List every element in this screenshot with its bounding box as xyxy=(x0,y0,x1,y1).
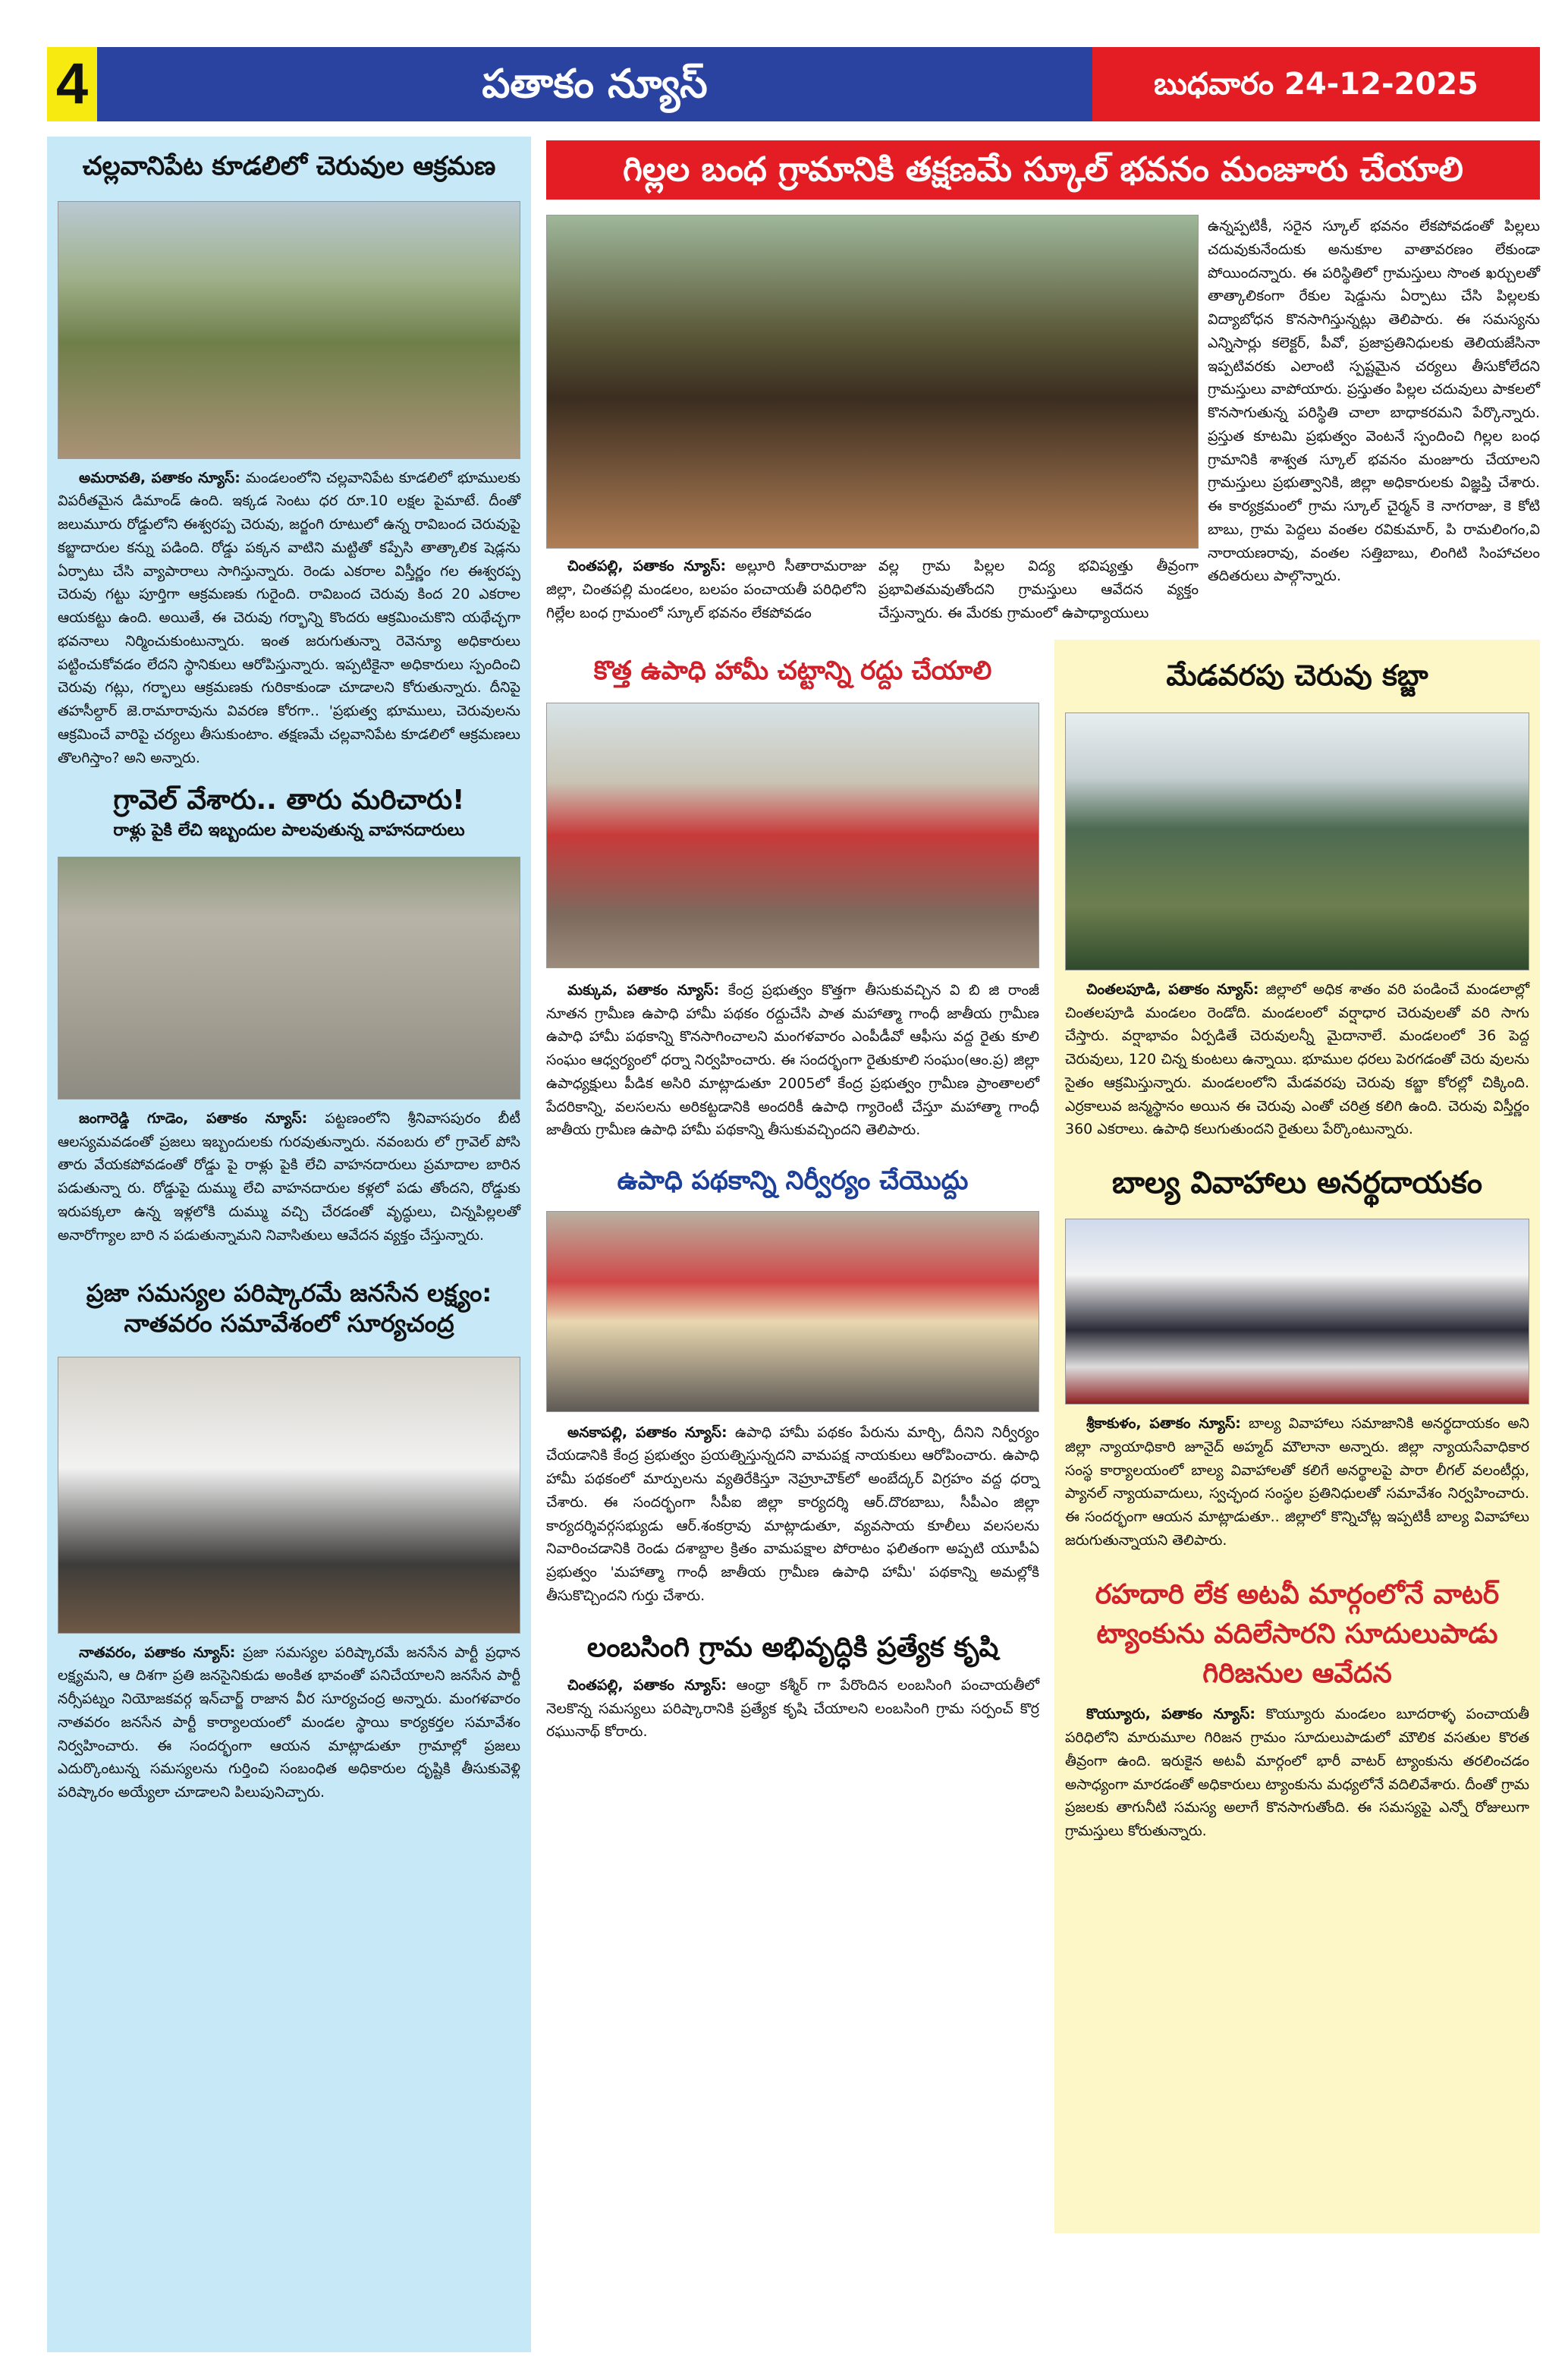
article-dont-weaken-scheme: అనకాపల్లి, పతాకం న్యూస్: ఉపాధి హామీ పథకం పేరును మార్చి, దీనిని నిర్వీర్యం చేయడానికి కేంద్ర ప్రభుత్వం ప్రయత్నిస్తున్నదని వామపక్ష నాయకులు ఆరోపించారు. ఉపాధి హామీ పథకంలో మార్పులను వ్యతిరేకిస్తూ నెహ్రూచౌక్‌లో అంబేద్కర్ విగ్రహం వద్ద ధర్నా చేశారు. ఈ సందర్భంగా సీపీఐ జిల్లా కార్యదర్శి ఆర్.దొరబాబు, సీపీఎం జిల్లా కార్యదర్శివర్గసభ్యుడు ఆర్.శంకర్రావు మాట్లాడుతూ, వ్యవసాయ కూలీలు వలసలను నివారించడానికి రెండు దశాబ్దాల క్రితం వామపక్షాల పోరాటం ఫలితంగా అప్పటి యూపీఏ ప్రభుత్వం 'మహాత్మా గాంధీ జాతీయ గ్రామీణ ఉపాధి హామీ' పథకాన్ని అమల్లోకి తీసుకొచ్చిందని గుర్తు చేశారు. xyxy=(546,1423,1039,1605)
left-column xyxy=(47,137,531,2352)
page-number: 4 xyxy=(47,47,97,121)
headline-medavarapu-lake: మేడవరపు చెరువు కబ్జా xyxy=(1166,659,1428,693)
article-employment-act: మక్కువ, పతాకం న్యూస్: కేంద్ర ప్రభుత్వం కొత్తగా తీసుకువచ్చిన వి బి జి రాంజీ నూతన గ్రామీణ ఉపాధి హామీ పథకం రద్దుచేసి పాత మహాత్మా గాంధీ జాతీయ గ్రామీణ ఉపాధి హామీ పథకాన్ని కొనసాగించాలని మంగళవారం ఎంపీడీవో ఆఫీసు వద్ద రైతు కూలి సంఘం ఆధ్వర్యంలో ధర్నా నిర్వహించారు. ఈ సందర్భంగా రైతుకూలి సంఘం(ఆం.ప్ర) జిల్లా ఉపాధ్యక్షులు పీడిక అసిరి మాట్లాడుతూ 2005లో కేంద్ర ప్రభుత్వం గ్రామీణ ప్రాంతాలలో పేదరికాన్ని, వలసలను అరికట్టడానికి అందరికీ ఉపాధి గ్యారెంటీ చేస్తూ మహాత్మా గాంధీ జాతీయ గ్రామీణ ఉపాధి హామీ పథకాన్ని తీసుకువచ్చిందని తెలిపారు. xyxy=(546,981,1039,1139)
article-janasena: నాతవరం, పతాకం న్యూస్: ప్రజా సమస్యల పరిష్కారమే జనసేన పార్టీ ప్రధాన లక్ష్యమని, ఆ దిశగా ప్రతి జనసైనికుడు అంకిత భావంతో పనిచేయాలని జనసేన పార్టీ నర్సీపట్నం నియోజకవర్గ ఇన్‌చార్జ్ రాజాన వీర సూర్యచంద్ర అన్నారు. మంగళవారం నాతవరం జనసేన పార్టీ కార్యాలయంలో మండల స్థాయి కార్యకర్తల సమావేశం నిర్వహించారు. ఈ సందర్భంగా ఆయన మాట్లాడుతూ గ్రామాల్లో ప్రజలు ఎదుర్కొంటున్న సమస్యలను గుర్తించి సంబంధిత అధికారుల దృష్టికి తీసుకువెళ్లి పరిష్కారం అయ్యేలా చూడాలని పిలుపునిచ్చారు. xyxy=(58,1644,520,1801)
article-lambasingi: చింతపల్లి, పతాకం న్యూస్: ఆంధ్రా కశ్మీర్ గా పేరొందిన లంబసింగి పంచాయతీలో నెలకొన్న సమస్యలు పరిష్కారానికి ప్రత్యేక కృషి చేయాలని లంబసింగి గ్రామ సర్పంచ్ కొర్ర రఘునాథ్ కోరారు. xyxy=(546,1676,1040,1741)
masthead-date: బుధవారం 24-12-2025 xyxy=(1092,47,1540,121)
article-gravel-road: జంగారెడ్డి గూడెం, పతాకం న్యూస్: పట్టణంలోని శ్రీనివాసపురం బీటీ ఆలస్యమవడంతో ప్రజలు ఇబ్బందులకు గురవుతున్నారు. నవంబరు లో గ్రావెల్ పోసి తారు వేయకపోవడంతో రోడ్డు పై రాళ్లు పైకి లేచి వాహనదారులు ప్రమాదాల బారిన పడుతున్నా రు. రోడ్డుపై దుమ్ము లేచి వాహనదారుల కళ్లలో పడు తోందని, రోడ్డుకు ఇరుపక్కలా ఉన్న ఇళ్లలోకి దుమ్ము వచ్చి చేరడంతో వృద్ధులు, చిన్నపిల్లలతో అనారోగ్యాల బారి న పడుతున్నామని నివాసితులు ఆవేదన వ్యక్తం చేస్తున్నారు. xyxy=(58,1109,520,1244)
right-area xyxy=(546,140,1540,2233)
headline-child-marriage: బాల్య వివాహాలు అనర్థదాయకం xyxy=(1111,1165,1483,1201)
photo-gravel-road xyxy=(58,857,520,1099)
headline-janasena: ప్రజా సమస్యల పరిష్కారమే జనసేన లక్ష్యం: నాతవరం సమావేశంలో సూర్యచంద్ర xyxy=(86,1278,492,1338)
masthead-title: పతాకం న్యూస్ xyxy=(97,47,1092,121)
photo-school-shed xyxy=(546,215,1199,549)
middle-column xyxy=(546,640,1039,1744)
photo-dharna-makkuva xyxy=(546,703,1039,968)
article-water-tank: కొయ్యూరు, పతాకం న్యూస్: కొయ్యూరు మండలం బూదరాళ్ళ పంచాయతీ పరిధిలోని మారుమూల గిరిజన గ్రామం సూదులుపాడులో మౌలిక వసతుల కొరత తీవ్రంగా ఉంది. ఇరుకైన అటవీ మార్గంలో భారీ వాటర్ ట్యాంకును తరలించడం అసాధ్యంగా మారడంతో అధికారులు ట్యాంకును మధ్యలోనే వదిలివేశారు. దీంతో గ్రామ ప్రజలకు తాగునీటి సమస్య అలాగే కొనసాగుతోంది. ఈ సమస్యపై ఎన్నో రోజులుగా గ్రామస్తులు కోరుతున్నారు. xyxy=(1065,1706,1529,1840)
headline-lambasingi: లంబసింగి గ్రామ అభివృద్ధికి ప్రత్యేక కృషి xyxy=(586,1631,999,1663)
headline-school-building: గిల్లల బంధ గ్రామానికి తక్షణమే స్కూల్ భవనం మంజూరు చేయాలి xyxy=(546,140,1540,200)
photo-janasena-meeting xyxy=(58,1357,520,1634)
article-lake-encroachment: అమరావతి, పతాకం న్యూస్: మండలంలోని చల్లవానిపేట కూడలిలో భూములకు విపరీతమైన డిమాండ్ ఉంది. ఇక్కడ సెంటు ధర రూ.10 లక్షల పైమాటే. దీంతో జలుమూరు రోడ్డులోని ఈశ్వరప్ప చెరువు, జర్జంగి రూటులో ఉన్న రావిబంద చెరువుపై కబ్జాదారుల కన్ను పడింది. రోడ్డు పక్కన వాటిని మట్టితో కప్పేసి తాత్కాలిక షెడ్లను ఏర్పాటు చేసి వ్యాపారాలు సాగిస్తున్నారు. రెండు ఎకరాల విస్తీర్ణం గల ఈశ్వరప్ప చెరువు గట్టు పూర్తిగా ఆక్రమణకు గురైంది. రావిబంద చెరువు కింద 20 ఎకరాల ఆయకట్టు ఉంది. అయితే, ఈ చెరువు గర్భాన్ని కొందరు ఆక్రమించుకొని యథేచ్ఛగా భవనాలు నిర్మించుకుంటున్నారు. ఇంత జరుగుతున్నా రెవెన్యూ అధికారులు పట్టించుకోవడం లేదని స్థానికులు ఆరోపిస్తున్నారు. ఇప్పటికైనా అధికారులు స్పందించి చెరువు గట్లు, గర్భాలు ఆక్రమణకు గురికాకుండా చూడాలని కోరుతున్నారు. దీనిపై తహసీల్దార్ జె.రామారావును వివరణ కోరగా.. 'ప్రభుత్వ భూములు, చెరువులను ఆక్రమించే వారిపై చర్యలు తీసుకుంటాం. తక్షణమే చల్లవానిపేట కూడలిలో ఆక్రమణలు తొలగిస్తాం? అని అన్నారు. xyxy=(58,469,520,766)
photo-encroached-land xyxy=(58,201,520,459)
subheadline-gravel-road: రాళ్లు పైకి లేచి ఇబ్బందుల పాలవుతున్న వాహనదారులు xyxy=(113,821,465,841)
headline-employment-act: కొత్త ఉపాధి హామీ చట్టాన్ని రద్దు చేయాలి xyxy=(593,656,992,687)
dateline: అమరావతి, పతాకం న్యూస్: xyxy=(79,469,240,486)
article-school-building-part1: చింతపల్లి, పతాకం న్యూస్: అల్లూరి సీతారామరాజు జిల్లా, చింతపల్లి మండలం, బలపం పంచాయతీ పరిధిలోని గిల్లేల బంధ గ్రామంలో స్కూల్ భవనం లేకపోవడం xyxy=(546,558,867,621)
headline-water-tank: రహదారి లేక అటవీ మార్గంలోనే వాటర్ ట్యాంకును వదిలేసారని సూదులుపాడు గిరిజనుల ఆవేదన xyxy=(1095,1578,1500,1690)
photo-medavarapu-lake xyxy=(1065,712,1529,970)
right-column xyxy=(1054,640,1540,2233)
article-medavarapu-lake: చింతలపూడి, పతాకం న్యూస్: జిల్లాలో అధిక శాతం వరి పండించే మండలాల్లో చింతలపూడి మండలం రెండోది. మండలంలో వర్షాధార చెరువులతో వరి సాగు చేస్తారు. వర్షాభావం ఏర్పడితే చెరువులన్నీ మైదానాలే. మండలంలో 36 పెద్ద చెరువులు, 120 చిన్న కుంటలు ఉన్నాయి. భూముల ధరలు పెరగడంతో చెరు వులను సైతం ఆక్రమిస్తున్నారు. మండలంలోని మేడవరపు చెరువు కబ్జా కోరల్లో చిక్కింది. ఎర్రకాలువ జన్మస్థానం అయిన ఈ చెరువు ఎంతో చరిత్ర కలిగి ఉంది. చెరువు విస్తీర్ణం 360 ఎకరాలు. ఉపాధి కలుగుతుందని రైతులు పేర్కొంటున్నారు. xyxy=(1065,980,1529,1138)
article-school-building-part2: వల్ల గ్రామ పిల్లల విద్య భవిష్యత్తు తీవ్రంగా ప్రభావితమవుతోందని గ్రామస్తులు ఆవేదన వ్యక్తం చేస్తున్నారు. ఈ మేరకు గ్రామంలో ఉపాధ్యాయులు xyxy=(878,558,1199,621)
headline-dont-weaken-scheme: ఉపాధి పథకాన్ని నిర్వీర్యం చేయొద్దు xyxy=(617,1165,969,1197)
article-school-building-part3: ఉన్నప్పటికీ, సరైన స్కూల్ భవనం లేకపోవడంతో పిల్లలు చదువుకునేందుకు అనుకూల వాతావరణం లేకుండా పోయిందన్నారు. ఈ పరిస్థితిలో గ్రామస్తులు సొంత ఖర్చులతో తాత్కాలికంగా రేకుల షెడ్డును ఏర్పాటు చేసి పిల్లలకు విద్యాబోధన కొనసాగిస్తున్నట్లు తెలిపారు. ఈ సమస్యను ఎన్నిసార్లు కలెక్టర్, పీవో, ప్రజాప్రతినిధులకు తెలియజేసినా ఇప్పటివరకు ఎలాంటి స్పష్టమైన చర్యలు తీసుకోలేదని గ్రామస్తులు వాపోయారు. ప్రస్తుతం పిల్లల చదువులు పాకలలో కొనసాగుతున్న పరిస్థితి చాలా బాధాకరమని పేర్కొన్నారు. ప్రస్తుత కూటమి ప్రభుత్వం వెంటనే స్పందించి గిల్లల బంధ గ్రామానికి శాశ్వత స్కూల్ భవనం మంజూరు చేయాలని గ్రామస్తులు ప్రభుత్వానికి, జిల్లా అధికారులకు విజ్ఞప్తి చేశారు. ఈ కార్యక్రమంలో గ్రామ స్కూల్ చైర్మన్ కె నాగరాజు, కె కోటి బాబు, గ్రామ పెద్దలు వంతల రవికుమార్, పి రామలింగం,వి నారాయణరావు, వంతల సత్తిబాబు, లింగిటి సింహాచలం తదితరులు పాల్గొన్నారు. xyxy=(1208,218,1540,585)
headline-gravel-road: గ్రావెల్ వేశారు.. తారు మరిచారు! xyxy=(113,785,465,816)
photo-awareness-meeting xyxy=(1065,1219,1529,1405)
headline-lake-encroachment: చల్లవానిపేట కూడలిలో చెరువుల ఆక్రమణ xyxy=(82,151,496,181)
article-child-marriage: శ్రీకాకుళం, పతాకం న్యూస్: బాల్య వివాహాలు సమాజానికి అనర్థదాయకం అని జిల్లా న్యాయాధికారి జూనైద్ అహ్మద్ మౌలానా అన్నారు. జిల్లా న్యాయసేవాధికార సంస్థ కార్యాలయంలో బాల్య వివాహాలతో కలిగే అనర్థాలపై పారా లీగల్ వలంటీర్లు, ప్యానల్ న్యాయవాదులు, స్వచ్ఛంద సంస్థల ప్రతినిధులతో సమావేశం నిర్వహించారు. ఈ సందర్భంగా ఆయన మాట్లాడుతూ.. జిల్లాలో కొన్నిచోట్ల ఇప్పటికీ బాల్య వివాహాలు జరుగుతున్నాయని తెలిపారు. xyxy=(1065,1415,1530,1549)
photo-dharna-anakapalli xyxy=(546,1211,1039,1412)
